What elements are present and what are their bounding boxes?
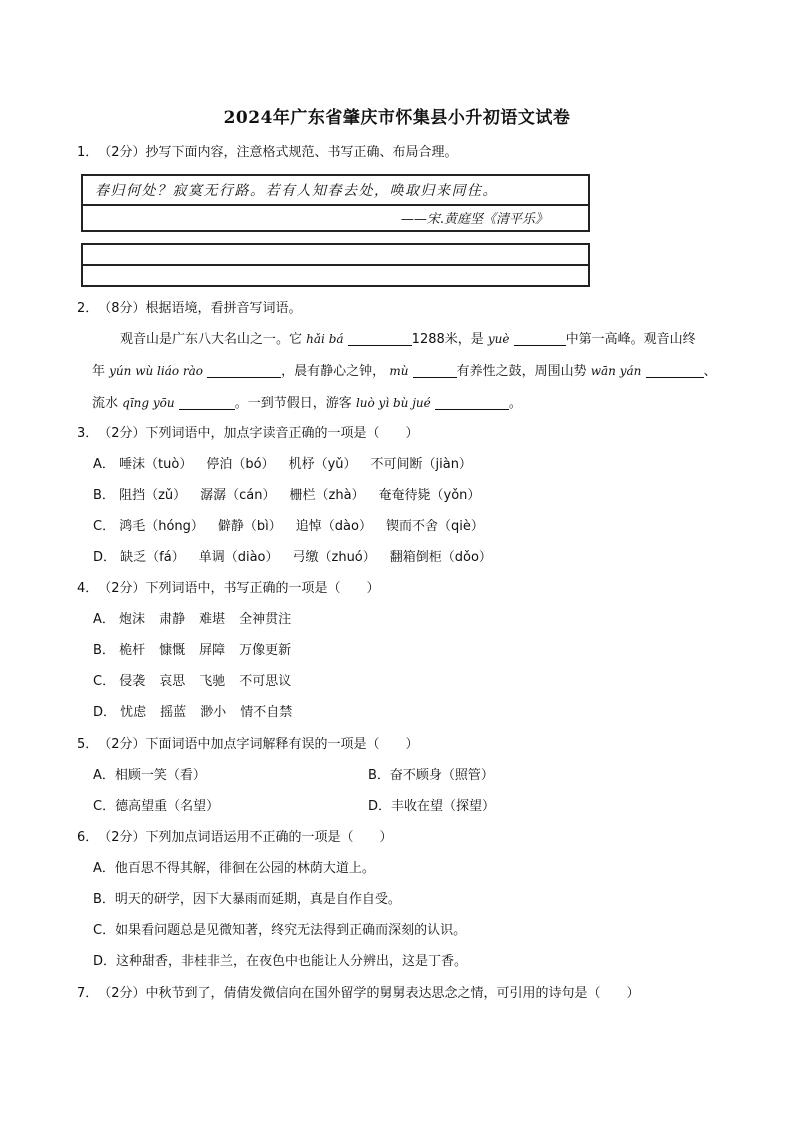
passage-text: 有养性之鼓，周围山势 — [456, 364, 587, 379]
question-number: 5． — [77, 737, 99, 752]
question-stem: （8分）根据语境，看拼音写词语。 — [98, 301, 302, 316]
question-5 — [77, 736, 419, 754]
option-text: 丰收在望（探望） — [391, 799, 496, 814]
option-word: 阻挡（zǔ） — [119, 488, 187, 503]
option-text: 德高望重（名望） — [115, 799, 220, 814]
option-text: 这种甜香，非桂非兰，在夜色中也能让人分辨出，这是丁香。 — [116, 954, 468, 969]
option-word: 机杼（yǔ） — [288, 457, 357, 472]
option-word: 奄奄待毙（yǒn） — [378, 488, 481, 503]
answer-blank[interactable] — [179, 395, 235, 410]
option-label: B． — [93, 488, 115, 503]
question-stem: （2分）中秋节到了，倩倩发微信向在国外留学的舅舅表达思念之情，可引用的诗句是（ ） — [98, 986, 640, 1001]
question-number: 3． — [77, 426, 99, 441]
passage-text: ，晨有静心之钟， — [281, 364, 386, 379]
question-3 — [77, 425, 419, 443]
option-label: A． — [93, 612, 115, 627]
option-label: A． — [93, 861, 115, 876]
question-stem: （2分）下列词语中，书写正确的一项是（ ） — [98, 581, 380, 596]
option-label: B． — [93, 892, 115, 907]
option-label: C． — [93, 923, 116, 938]
question-stem: （2分）抄写下面内容，注意格式规范、书写正确、布局合理。 — [98, 145, 458, 160]
option-label: D． — [93, 550, 117, 565]
passage-line-2 — [92, 362, 717, 381]
question-stem: （2分）下列词语中，加点字读音正确的一项是（ ） — [98, 426, 419, 441]
option-word: 唾沫（tuò） — [119, 457, 193, 472]
option-word: 哀思 — [159, 674, 186, 689]
question-number: 1． — [77, 145, 99, 160]
option-d[interactable] — [93, 704, 306, 722]
copy-source-box — [81, 174, 590, 232]
option-word: 锲而不舍（qiè） — [385, 519, 484, 534]
option-c[interactable] — [93, 518, 498, 536]
option-b[interactable] — [93, 642, 305, 660]
question-6 — [77, 829, 393, 847]
option-word: 翻箱倒柜（dǒo） — [389, 550, 492, 565]
answer-blank[interactable] — [207, 363, 281, 378]
option-word: 屏障 — [199, 643, 226, 658]
divider — [83, 204, 588, 206]
option-b[interactable] — [93, 487, 494, 505]
option-word: 单调（diào） — [198, 550, 279, 565]
pinyin-hint: qīng yōu — [122, 396, 175, 410]
option-word: 摇蓝 — [160, 705, 187, 720]
question-stem: （2分）下面词语中加点字词解释有误的一项是（ ） — [98, 737, 419, 752]
pinyin-hint: yuè — [487, 332, 510, 346]
option-word: 情不自禁 — [240, 705, 293, 720]
question-4 — [77, 580, 380, 598]
option-b[interactable] — [368, 767, 494, 785]
option-a[interactable] — [93, 767, 206, 785]
option-word: 缺乏（fá） — [120, 550, 185, 565]
question-number: 2． — [77, 301, 99, 316]
option-label: D． — [93, 705, 117, 720]
option-word: 弓缴（zhuó） — [292, 550, 376, 565]
passage-line-3 — [92, 394, 522, 413]
passage-text: 1288米，是 — [411, 332, 484, 347]
passage-text: 。 — [508, 396, 522, 411]
option-word: 炮沫 — [119, 612, 146, 627]
option-word: 慷慨 — [159, 643, 186, 658]
option-text: 他百思不得其解，徘徊在公园的林荫大道上。 — [114, 861, 375, 876]
option-c[interactable] — [93, 673, 305, 691]
option-label: A． — [93, 457, 115, 472]
option-word: 渺小 — [200, 705, 227, 720]
option-a[interactable] — [93, 611, 305, 629]
option-d[interactable] — [93, 953, 467, 971]
option-word: 僻静（bì） — [217, 519, 282, 534]
passage-text: 观音山是广东八大名山之一。它 — [120, 332, 303, 347]
option-word: 栅栏（zhà） — [289, 488, 365, 503]
option-label: C． — [93, 519, 116, 534]
option-word: 忧虑 — [120, 705, 147, 720]
pinyin-hint: wān yán — [590, 364, 642, 378]
option-label: B． — [93, 643, 115, 658]
answer-blank[interactable] — [413, 363, 457, 378]
passage-line-1 — [120, 330, 696, 349]
option-label: C． — [93, 799, 116, 814]
answer-blank[interactable] — [348, 331, 412, 346]
option-label: B． — [368, 768, 390, 783]
option-word: 潺潺（cán） — [200, 488, 276, 503]
passage-text: 年 — [92, 364, 106, 379]
option-label: C． — [93, 674, 116, 689]
answer-blank[interactable] — [435, 395, 509, 410]
option-word: 停泊（bó） — [206, 457, 275, 472]
option-text: 相顾一笑（看） — [114, 768, 206, 783]
pinyin-hint: yún wù liáo rào — [109, 364, 204, 378]
option-a[interactable] — [93, 456, 486, 474]
option-c[interactable] — [93, 798, 219, 816]
answer-blank[interactable] — [646, 363, 704, 378]
poem-author: ——宋.黄庭坚《清平乐》 — [400, 212, 548, 227]
question-stem: （2分）下列加点词语运用不正确的一项是（ ） — [98, 830, 393, 845]
pinyin-hint: luò yì bù jué — [355, 396, 431, 410]
question-number: 6． — [77, 830, 99, 845]
option-word: 不可间断（jiàn） — [370, 457, 472, 472]
option-d[interactable] — [368, 798, 495, 816]
question-number: 4． — [77, 581, 99, 596]
option-text: 如果看问题总是见微知著，终究无法得到正确而深刻的认识。 — [115, 923, 467, 938]
option-text: 明天的研学，因下大暴雨而延期，真是自作自受。 — [114, 892, 401, 907]
answer-blank[interactable] — [514, 331, 566, 346]
pinyin-hint: hǎi bá — [306, 332, 344, 346]
option-word: 肃静 — [159, 612, 186, 627]
option-word: 万像更新 — [239, 643, 292, 658]
writing-box[interactable] — [81, 243, 590, 287]
question-7 — [77, 985, 640, 1003]
option-label: D． — [368, 799, 392, 814]
option-c[interactable] — [93, 922, 466, 940]
option-b[interactable] — [93, 891, 401, 909]
option-word: 桅杆 — [119, 643, 146, 658]
option-word: 全神贯注 — [239, 612, 292, 627]
option-label: A． — [93, 768, 115, 783]
option-word: 追悼（dào） — [295, 519, 372, 534]
page-title: 2024年广东省肇庆市怀集县小升初语文试卷 — [223, 108, 571, 128]
pinyin-hint: mù — [389, 364, 409, 378]
question-number: 7． — [77, 986, 99, 1001]
option-word: 侵袭 — [119, 674, 146, 689]
passage-text: 。一到节假日，游客 — [234, 396, 352, 411]
option-a[interactable] — [93, 860, 375, 878]
option-word: 鸿毛（hóng） — [119, 519, 204, 534]
passage-text: 流水 — [92, 396, 119, 411]
divider — [83, 264, 588, 266]
option-word: 不可思议 — [239, 674, 292, 689]
option-text: 奋不顾身（照管） — [389, 768, 494, 783]
question-1 — [77, 144, 458, 162]
passage-text: 、 — [703, 364, 717, 379]
option-d[interactable] — [93, 549, 506, 567]
option-label: D． — [93, 954, 117, 969]
question-2 — [77, 300, 302, 318]
option-word: 难堪 — [199, 612, 226, 627]
passage-text: 中第一高峰。观音山终 — [565, 332, 696, 347]
poem-text: 春归何处？寂寞无行路。若有人知春去处，唤取归来同住。 — [95, 183, 498, 199]
option-word: 飞驰 — [199, 674, 226, 689]
